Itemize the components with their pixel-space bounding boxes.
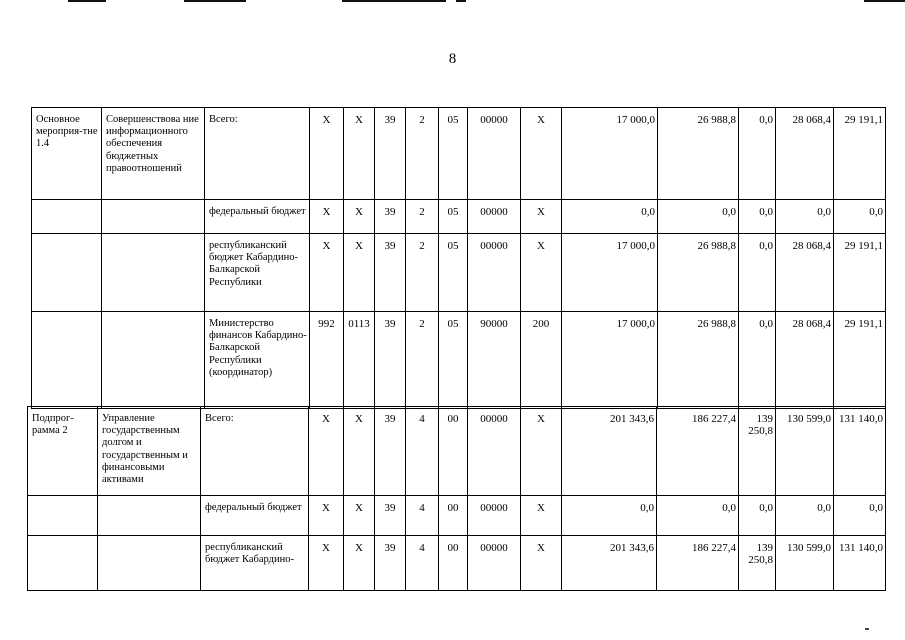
table-cell (32, 312, 101, 409)
table-cell: 2 (405, 200, 438, 234)
table-cell (32, 234, 101, 312)
table-cell: X (309, 234, 343, 312)
table-cell: 00 (438, 407, 467, 495)
table-cell (32, 200, 101, 234)
table-cell: 29 191,1 (833, 108, 885, 199)
table-cell: 39 (374, 108, 405, 199)
table-cell: 0,0 (561, 200, 657, 234)
table-cell: 00000 (467, 108, 520, 199)
top-rule-2 (184, 0, 246, 2)
table-cell: 130 599,0 (775, 536, 833, 591)
table-cell: 17 000,0 (561, 108, 657, 199)
table-cell: 130 599,0 (775, 407, 833, 495)
table-cell (28, 496, 97, 536)
table-cell: 0,0 (738, 496, 775, 536)
table-cell: X (520, 108, 561, 199)
table-cell: 39 (374, 496, 405, 536)
table-cell: Подпрог-рамма 2 (32, 413, 74, 437)
table-cell: федеральный бюджет (204, 200, 309, 234)
table-cell (28, 536, 97, 591)
table-cell: республиканский бюджет Кабардино- (200, 536, 308, 591)
table-cell: 139 250,8 (738, 536, 775, 591)
table-cell: 4 (405, 536, 438, 591)
table-cell: Основное мероприя-тне 1.4 (36, 114, 98, 150)
table-cell: 0113 (343, 312, 374, 409)
table-cell: 0,0 (561, 496, 656, 536)
table-cell: 05 (438, 234, 467, 312)
table-cell: 26 988,8 (657, 234, 738, 312)
table-cell: 39 (374, 200, 405, 234)
table-cell: 05 (438, 108, 467, 199)
table-cell: 186 227,4 (656, 407, 738, 495)
table-cell: 39 (374, 536, 405, 591)
page-mark (865, 628, 869, 630)
top-rule-1 (68, 0, 106, 2)
table-cell: 00000 (467, 407, 520, 495)
table-cell: X (309, 200, 343, 234)
table-row (32, 108, 885, 199)
table-cell: 0,0 (775, 496, 833, 536)
table-cell: 0,0 (656, 496, 738, 536)
table-cell: 39 (374, 234, 405, 312)
table-cell: 0,0 (738, 234, 775, 312)
table-cell: Министерство финансов Кабардино-Балкарской Республики (координатор) (204, 312, 309, 409)
table-cell: 0,0 (833, 200, 885, 234)
table-cell: X (343, 234, 374, 312)
top-rule-4 (456, 0, 466, 2)
top-rule-5 (864, 0, 905, 2)
table-cell: 00000 (467, 200, 520, 234)
table-cell: 186 227,4 (656, 536, 738, 591)
table-cell: Всего: (200, 407, 308, 495)
budget-table-lower (27, 406, 886, 591)
table-row (32, 233, 885, 312)
table-cell: 4 (405, 496, 438, 536)
table-cell: Управление государственным долгом и государственным и финансовыми активами (97, 407, 200, 495)
table-cell: X (308, 407, 343, 495)
table-cell: X (343, 536, 374, 591)
table-cell (101, 312, 204, 409)
table-row (28, 535, 885, 591)
table-cell: X (343, 407, 374, 495)
table-row (32, 311, 885, 409)
table-cell: 00000 (467, 234, 520, 312)
table-cell: 4 (405, 407, 438, 495)
table-cell: 0,0 (833, 496, 885, 536)
table-cell: 39 (374, 407, 405, 495)
table-cell: Совершенствова ние информационного обеспечения бюджетных правоотношений (101, 108, 204, 199)
table-cell: X (343, 108, 374, 199)
table-row (32, 199, 885, 234)
table-cell: X (520, 407, 561, 495)
table-cell: 17 000,0 (561, 234, 657, 312)
table-cell: 26 988,8 (657, 312, 738, 409)
table-cell: 201 343,6 (561, 407, 656, 495)
table-cell: 28 068,4 (775, 108, 833, 199)
top-rule-3 (342, 0, 446, 2)
table-cell (97, 496, 200, 536)
table-cell: 200 (520, 312, 561, 409)
budget-table-upper (31, 107, 886, 409)
table-cell: 26 988,8 (657, 108, 738, 199)
table-cell: 131 140,0 (833, 536, 885, 591)
table-cell: X (520, 234, 561, 312)
table-cell: 131 140,0 (833, 407, 885, 495)
table-cell: X (308, 496, 343, 536)
table-cell: X (343, 200, 374, 234)
table-cell: 201 343,6 (561, 536, 656, 591)
table-cell: 0,0 (738, 108, 775, 199)
table-cell: X (343, 496, 374, 536)
table-cell: Всего: (204, 108, 309, 199)
table-cell: 00000 (467, 536, 520, 591)
table-cell: 28 068,4 (775, 312, 833, 409)
table-cell: 29 191,1 (833, 234, 885, 312)
table-row (28, 495, 885, 536)
table-cell: 992 (309, 312, 343, 409)
table-cell (101, 200, 204, 234)
table-cell: X (309, 108, 343, 199)
table-cell: республиканский бюджет Кабардино-Балкарской Республики (204, 234, 309, 312)
table-cell: 28 068,4 (775, 234, 833, 312)
table-cell: 0,0 (657, 200, 738, 234)
table-cell: 90000 (467, 312, 520, 409)
page-number: 8 (448, 51, 457, 67)
table-cell: X (520, 536, 561, 591)
table-cell (101, 234, 204, 312)
table-cell (97, 536, 200, 591)
table-cell: X (520, 200, 561, 234)
table-cell: 00 (438, 496, 467, 536)
table-cell: 0,0 (738, 200, 775, 234)
table-cell: федеральный бюджет (200, 496, 308, 536)
table-cell: 139 250,8 (738, 407, 775, 495)
table-row (28, 407, 885, 495)
table-cell: 2 (405, 108, 438, 199)
table-cell: 29 191,1 (833, 312, 885, 409)
table-cell: 2 (405, 312, 438, 409)
table-cell: 39 (374, 312, 405, 409)
table-cell: 2 (405, 234, 438, 312)
table-cell: 0,0 (738, 312, 775, 409)
table-cell: 0,0 (775, 200, 833, 234)
table-cell: X (308, 536, 343, 591)
table-cell: 05 (438, 200, 467, 234)
table-cell: 00000 (467, 496, 520, 536)
table-cell: X (520, 496, 561, 536)
table-cell: 05 (438, 312, 467, 409)
table-cell: 00 (438, 536, 467, 591)
table-cell: 17 000,0 (561, 312, 657, 409)
